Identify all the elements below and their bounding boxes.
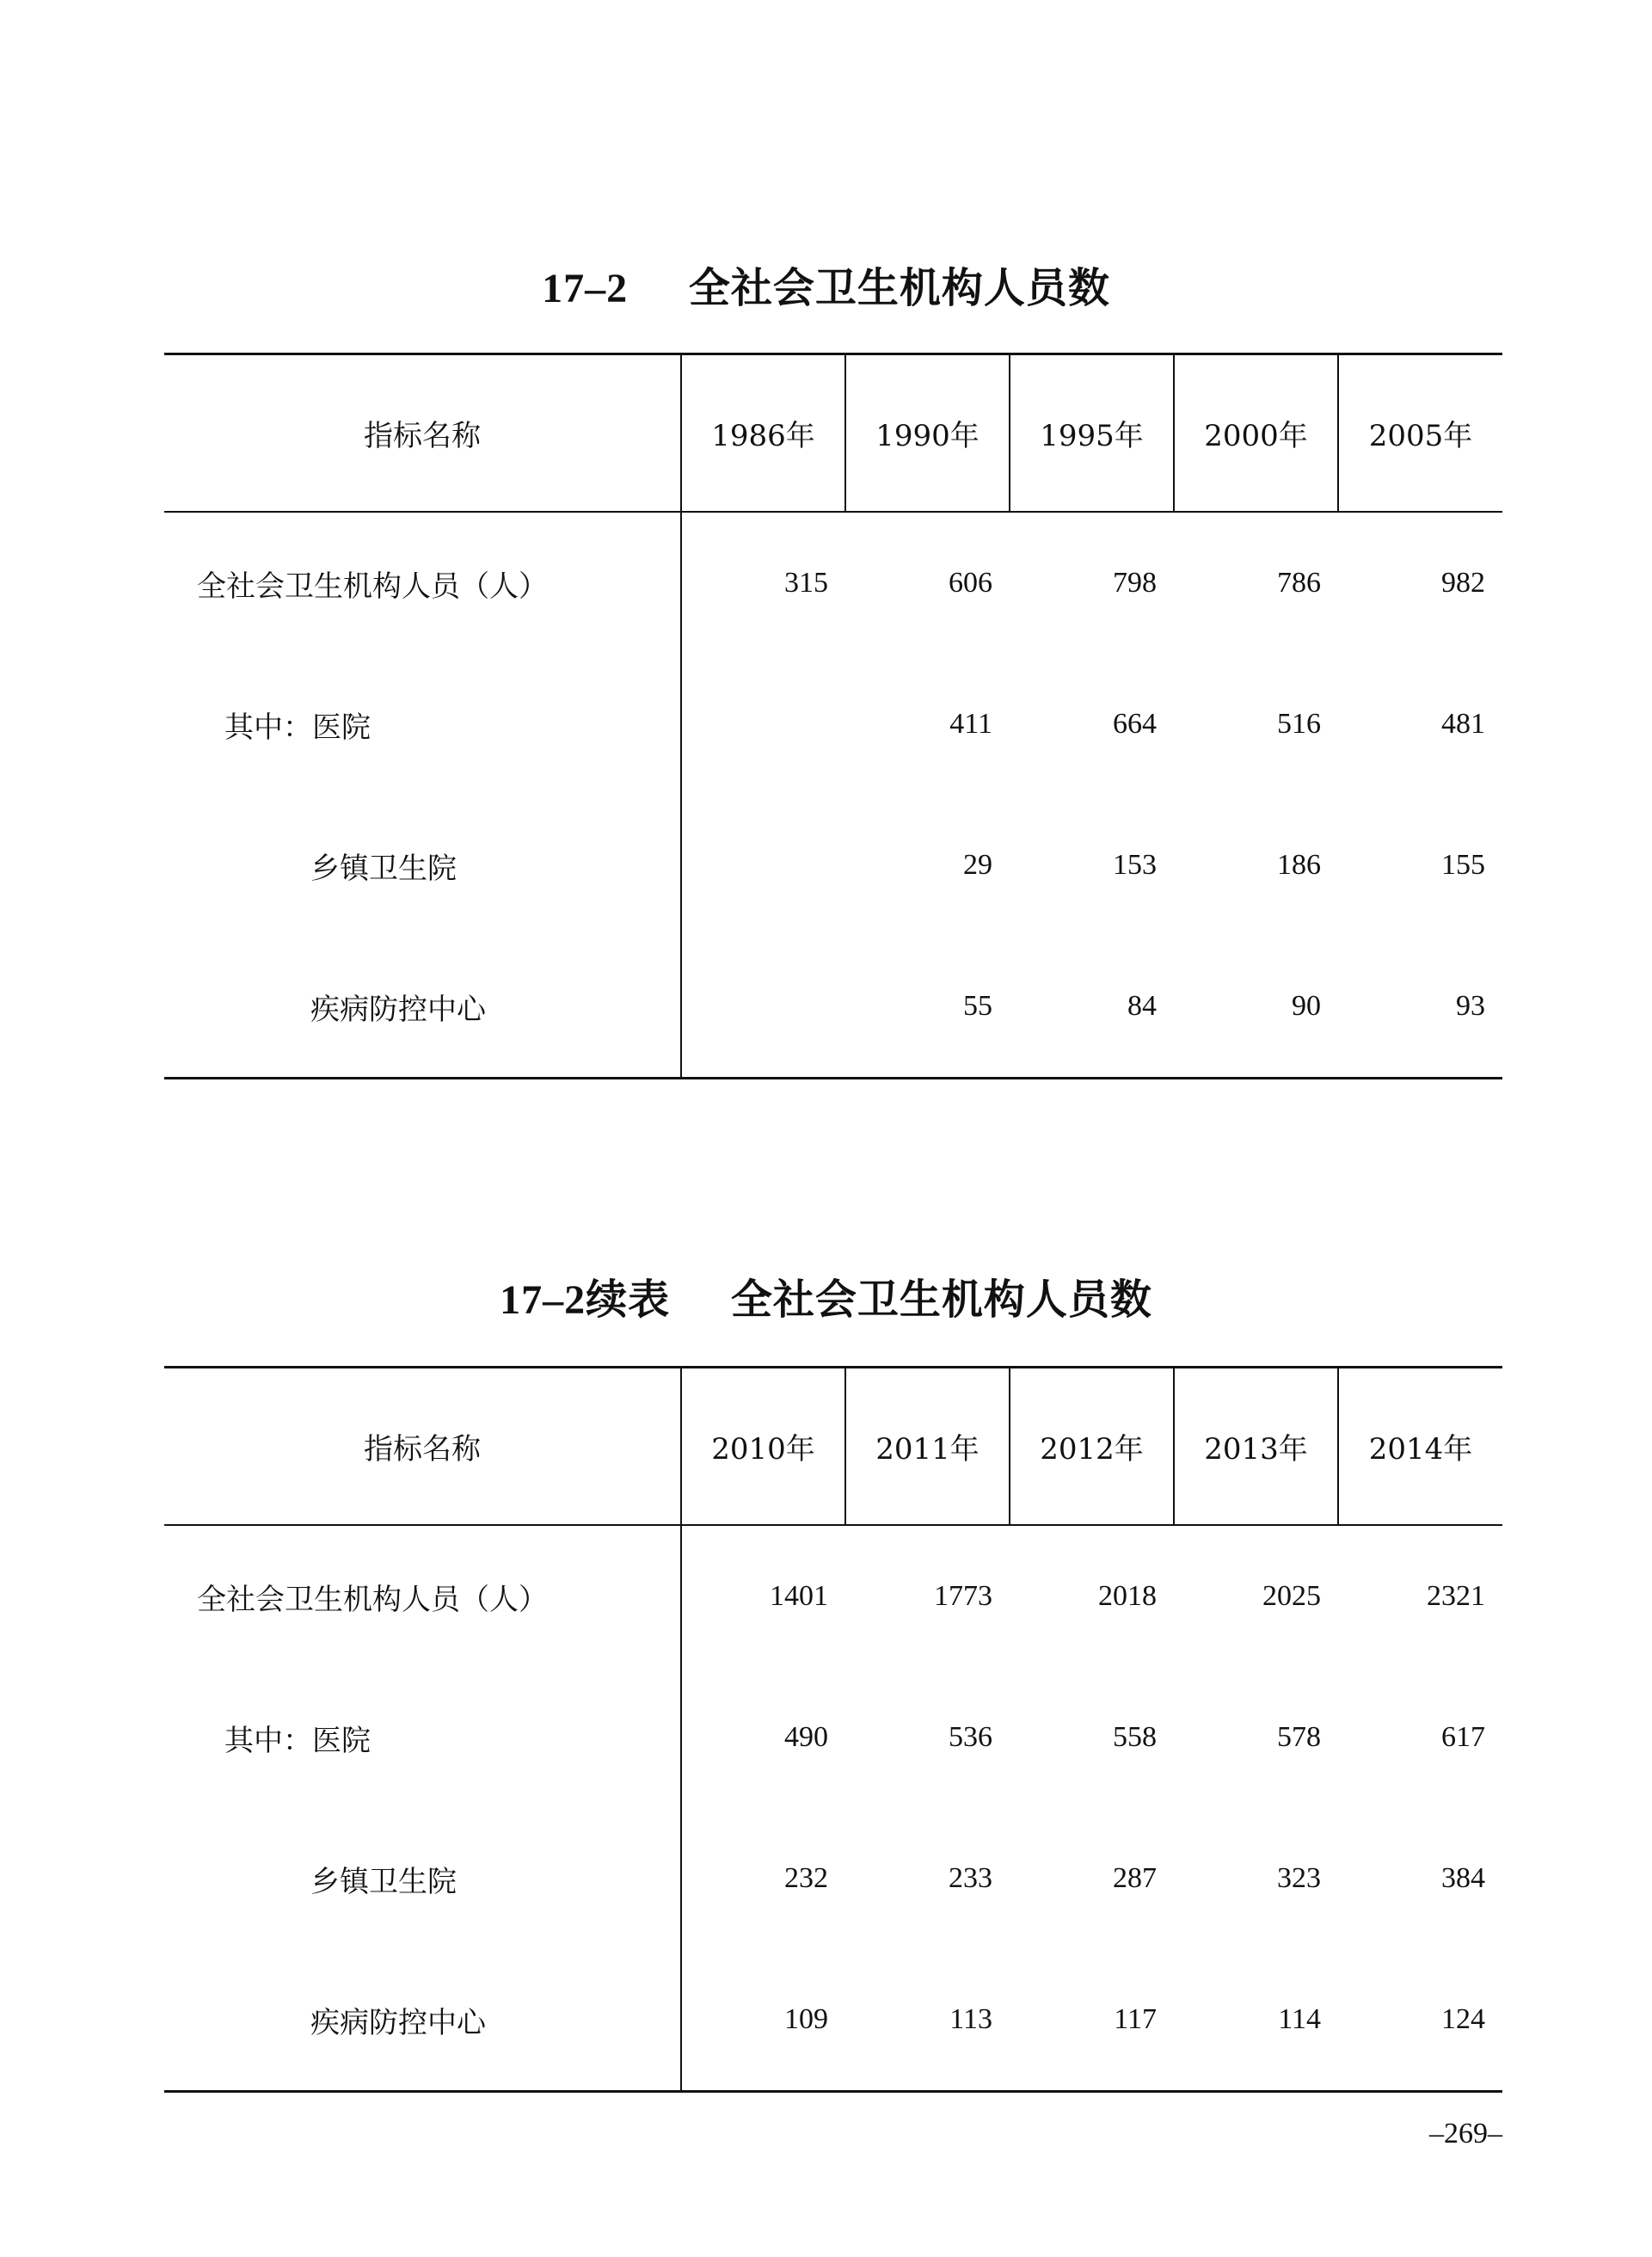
cell-value: 153 <box>1113 849 1157 881</box>
table2-title-text: 全社会卫生机构人员数 <box>730 1276 1152 1324</box>
page-number: –269– <box>1429 2118 1502 2149</box>
cell-value: 113 <box>845 1949 1010 2092</box>
cell-value: 315 <box>784 567 828 599</box>
cell-value: 232 <box>784 1862 828 1894</box>
cell-value: 558 <box>1113 1721 1157 1753</box>
cell-value: 233 <box>949 1862 992 1894</box>
cell-value: 664 <box>1113 708 1157 740</box>
table2-year-2010: 2010年 <box>681 1368 845 1526</box>
cell-value: 90 <box>1174 936 1338 1079</box>
cell-value: 536 <box>949 1721 992 1753</box>
cell-value: 617 <box>1441 1721 1485 1753</box>
row-label: 乡镇卫生院 <box>164 1808 681 1949</box>
cell-value: 481 <box>1441 708 1485 740</box>
row-label: 疾病防控中心 <box>164 1949 681 2092</box>
cell-value: 117 <box>1010 1949 1174 2092</box>
cell-value: 323 <box>1277 1862 1321 1894</box>
table2-title-number: 17–2续表 <box>500 1277 671 1323</box>
cell-value: 384 <box>1441 1862 1485 1894</box>
table1-title-number: 17–2 <box>542 266 629 311</box>
table2-year-2012: 2012年 <box>1010 1368 1174 1526</box>
table-row <box>164 1808 1502 1949</box>
table2-header-row <box>164 1368 1502 1526</box>
table-row <box>164 1525 1502 1667</box>
cell-value: 786 <box>1277 567 1321 599</box>
table-row <box>164 936 1502 1079</box>
table-row <box>164 1949 1502 2092</box>
table2 <box>164 1366 1502 2093</box>
cell-value: 798 <box>1113 567 1157 599</box>
cell-value: 2321 <box>1427 1580 1485 1612</box>
cell-value: 2025 <box>1262 1580 1321 1612</box>
cell-value: 109 <box>681 1949 845 2092</box>
cell-value: 155 <box>1441 849 1485 881</box>
row-label: 疾病防控中心 <box>164 936 681 1079</box>
cell-value <box>681 936 845 1079</box>
table-row <box>164 654 1502 795</box>
cell-value: 124 <box>1338 1949 1502 2092</box>
cell-value: 411 <box>949 708 992 740</box>
table-row <box>164 1667 1502 1808</box>
cell-value: 114 <box>1174 1949 1338 2092</box>
table-row <box>164 512 1502 654</box>
table2-title <box>0 1266 1652 1325</box>
cell-value: 93 <box>1338 936 1502 1079</box>
cell-value: 2018 <box>1098 1580 1157 1612</box>
table1-year-2005: 2005年 <box>1338 354 1502 513</box>
table1-year-1986: 1986年 <box>681 354 845 513</box>
cell-value: 578 <box>1277 1721 1321 1753</box>
row-label: 乡镇卫生院 <box>164 795 681 936</box>
table-row <box>164 795 1502 936</box>
table1-header-row <box>164 354 1502 513</box>
cell-value <box>681 654 845 795</box>
table1-year-1990: 1990年 <box>845 354 1010 513</box>
table1-header-label: 指标名称 <box>164 354 681 513</box>
cell-value: 516 <box>1277 708 1321 740</box>
table1-title-text: 全社会卫生机构人员数 <box>688 264 1110 312</box>
table1-year-1995: 1995年 <box>1010 354 1174 513</box>
cell-value <box>681 795 845 936</box>
row-label: 全社会卫生机构人员（人） <box>164 512 681 654</box>
cell-value: 982 <box>1441 567 1485 599</box>
cell-value: 287 <box>1113 1862 1157 1894</box>
cell-value: 84 <box>1010 936 1174 1079</box>
row-label: 其中：医院 <box>164 654 681 795</box>
table1-year-2000: 2000年 <box>1174 354 1338 513</box>
row-label: 全社会卫生机构人员（人） <box>164 1525 681 1667</box>
cell-value: 55 <box>845 936 1010 1079</box>
cell-value: 1773 <box>934 1580 992 1612</box>
cell-value: 1401 <box>770 1580 828 1612</box>
cell-value: 186 <box>1277 849 1321 881</box>
cell-value: 490 <box>784 1721 828 1753</box>
table2-year-2014: 2014年 <box>1338 1368 1502 1526</box>
table1 <box>164 353 1502 1079</box>
table1-title <box>0 255 1652 314</box>
table2-header-label: 指标名称 <box>164 1368 681 1526</box>
table2-year-2011: 2011年 <box>845 1368 1010 1526</box>
cell-value: 606 <box>949 567 992 599</box>
table2-year-2013: 2013年 <box>1174 1368 1338 1526</box>
row-label: 其中：医院 <box>164 1667 681 1808</box>
cell-value: 29 <box>963 849 992 881</box>
